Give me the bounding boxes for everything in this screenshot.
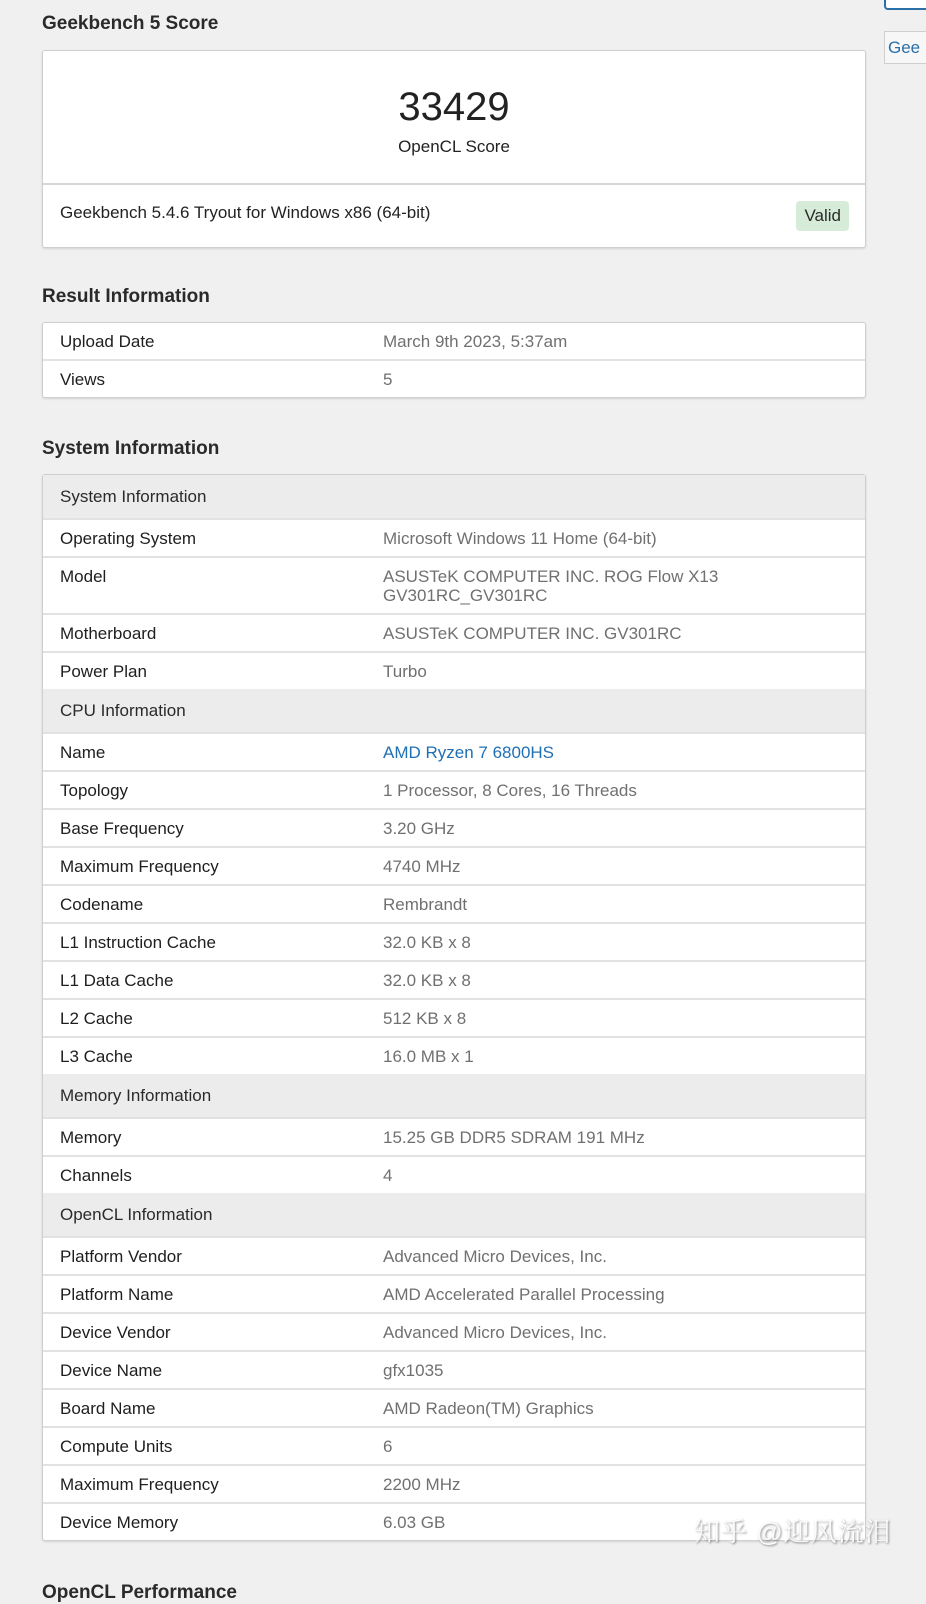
section-header-memory: Memory Information (43, 1074, 865, 1118)
table-row: L1 Instruction Cache 32.0 KB x 8 (43, 923, 865, 961)
score-card (42, 50, 866, 248)
table-row: Maximum Frequency 4740 MHz (43, 847, 865, 885)
score-heading: Geekbench 5 Score (42, 13, 219, 34)
opencl-score-value: 33429 (398, 85, 510, 129)
table-row: Operating System Microsoft Windows 11 Home (64-bit) (43, 519, 865, 557)
table-row: Motherboard ASUSTeK COMPUTER INC. GV301RC (43, 614, 865, 652)
table-row: Power Plan Turbo (43, 652, 865, 689)
table-row: Board Name AMD Radeon(TM) Graphics (43, 1389, 865, 1427)
row-value: 5 (366, 360, 865, 397)
table-row (43, 323, 865, 360)
table-row: Base Frequency 3.20 GHz (43, 809, 865, 847)
section-header-opencl: OpenCL Information (43, 1193, 865, 1237)
version-text: Geekbench 5.4.6 Tryout for Windows x86 (64-bit) (60, 203, 431, 222)
sidebar-tab-link[interactable]: Gee (884, 31, 926, 64)
table-row: Topology 1 Processor, 8 Cores, 16 Threads (43, 771, 865, 809)
score-label: OpenCL Score (398, 137, 510, 156)
table-row: Model ASUSTeK COMPUTER INC. ROG Flow X13 GV301RC_GV301RC (43, 557, 865, 614)
sidebar-button[interactable] (884, 0, 926, 10)
row-key: Views (43, 360, 366, 397)
section-header-system: System Information (43, 475, 865, 519)
table-row: L1 Data Cache 32.0 KB x 8 (43, 961, 865, 999)
table-row: Maximum Frequency 2200 MHz (43, 1465, 865, 1503)
result-info-card (42, 322, 866, 398)
row-key: Upload Date (60, 332, 155, 351)
table-row: Codename Rembrandt (43, 885, 865, 923)
cpu-name-link[interactable]: AMD Ryzen 7 6800HS (366, 733, 865, 771)
table-row: Device Vendor Advanced Micro Devices, Inc. (43, 1313, 865, 1351)
row-value: March 9th 2023, 5:37am (383, 332, 568, 351)
table-row: Platform Vendor Advanced Micro Devices, Inc. (43, 1237, 865, 1275)
table-row: L2 Cache 512 KB x 8 (43, 999, 865, 1037)
table-row: Platform Name AMD Accelerated Parallel Processing (43, 1275, 865, 1313)
system-info-heading: System Information (42, 438, 220, 459)
table-row: Memory 15.25 GB DDR5 SDRAM 191 MHz (43, 1118, 865, 1156)
watermark: 知乎 @迎风流泪 (694, 1517, 892, 1547)
system-info-card (42, 474, 866, 1541)
table-row: Device Name gfx1035 (43, 1351, 865, 1389)
section-header-cpu: CPU Information (43, 689, 865, 733)
opencl-performance-heading: OpenCL Performance (42, 1582, 237, 1603)
table-row: Channels 4 (43, 1156, 865, 1193)
table-row (43, 360, 865, 397)
table-row: Compute Units 6 (43, 1427, 865, 1465)
result-info-heading: Result Information (42, 286, 210, 307)
table-row: Name AMD Ryzen 7 6800HS (43, 733, 865, 771)
valid-badge: Valid (796, 201, 849, 231)
table-row: Device Memory 6.03 GB (43, 1503, 865, 1540)
table-row: L3 Cache 16.0 MB x 1 (43, 1037, 865, 1074)
